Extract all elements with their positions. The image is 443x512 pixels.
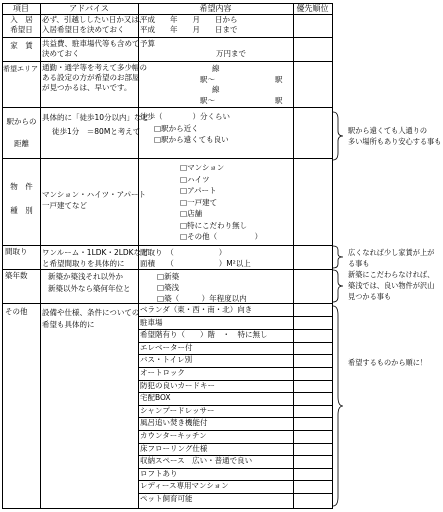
type-advice: マンション・ハイツ・アパート 一戸建てなど [42, 190, 147, 210]
option-underline [138, 367, 332, 368]
option-item: 風呂追い焚き機能付 [140, 418, 208, 428]
type-label: 物 件 種 別 [10, 182, 33, 215]
option-underline [138, 443, 332, 444]
layout-advice: ワンルーム・1LDK・2LDKなど と希望間取りを具体的に [42, 248, 149, 268]
distance-desired: 徒歩（ ）分くらい □駅から近く □駅から遠くても良い [140, 112, 230, 144]
option-underline [138, 405, 332, 406]
brace-age [332, 269, 346, 303]
row-sep-5 [2, 245, 332, 246]
header-priority: 優先順位 [293, 3, 332, 15]
option-item: 防犯の良いカードキー [140, 380, 215, 390]
option-underline [138, 430, 332, 431]
area-advice: 通勤・通学等を考えて多少幅の ある設定の方が希望のお部屋 が見つかるは、早いです。 [42, 63, 147, 92]
age-note: 新築にこだわらなければ、 築浅では、良い物件が沢山 見つかる事も [348, 270, 435, 301]
age-label: 築年数 [5, 271, 28, 280]
layout-note: 広くなれば少し家賃が上が る事も [348, 248, 435, 268]
option-underline [138, 480, 332, 481]
rent-advice: 共益費、駐車場代等も含めて 決めておく [42, 39, 140, 58]
option-item: ペット飼育可能 [140, 493, 193, 503]
table-bottom-border [2, 508, 332, 509]
other-advice: 設備や仕様、条件についての 希望も具体的に [42, 308, 140, 329]
preference-sheet [2, 3, 442, 509]
brace-layout [332, 245, 346, 269]
age-desired: □新築 □築浅 □築（ ）年程度以内 [157, 272, 247, 303]
option-underline [138, 392, 332, 393]
type-desired: □マンション □ハイツ □アパート □一戸建て □店舗 □特にこだわり無し □その他（ ） [180, 163, 263, 241]
header-advice: アドバイス [40, 3, 138, 15]
option-underline [138, 493, 332, 494]
brace-distance [332, 111, 346, 161]
option-underline [138, 329, 332, 330]
distance-advice: 具体的に「徒歩10分以内」など 徒歩1分 ＝80Mと考えて [42, 113, 150, 136]
move-in-desired: 平成 年 月 日から 平成 年 月 日まで [140, 15, 238, 34]
header-desired: 希望内容 [138, 3, 293, 15]
option-item: レディース専用マンション [140, 481, 229, 491]
area-desired: 線 駅〜 駅 線 駅〜 駅 [200, 64, 283, 105]
age-advice: 新築か築浅それ以外か 新築以外なら築何年位と [48, 272, 131, 293]
move-in-advice: 必ず、引越ししたい日か又は、 入居希望日を決めておく [42, 15, 147, 34]
col-border-item [40, 3, 41, 509]
option-item: オートロック [140, 367, 185, 377]
option-underline [138, 342, 332, 343]
option-item: シャンプードレッサー [140, 405, 215, 415]
header-item: 項目 [2, 3, 40, 15]
table-top-border [2, 3, 332, 4]
other-label: その他 [5, 307, 28, 316]
area-label: 希望エリア [3, 65, 38, 73]
row-sep-2 [2, 61, 332, 62]
option-item: 希望階有り（ ）階 ・ 特に無し [140, 330, 268, 340]
option-underline [138, 468, 332, 469]
option-item: 宅配BOX [140, 393, 171, 403]
layout-label: 間取り [5, 247, 28, 256]
other-note: 希望するものから順に！ [348, 358, 428, 367]
distance-note: 駅から遠くても人通りの 多い場所もあり安心する事も [348, 126, 442, 146]
row-sep-6 [2, 269, 332, 270]
move-in-label: 入 居 希望日 [10, 15, 33, 34]
option-item: ベランダ（東・西・南・北）向き [140, 305, 253, 314]
option-underline [138, 455, 332, 456]
option-underline [138, 316, 332, 317]
option-item: 収納スペース 広い・普通で良い [140, 456, 253, 466]
option-item: バス・トイレ別 [140, 355, 193, 365]
option-item: エレベーター付 [140, 342, 193, 352]
row-sep-3 [2, 107, 332, 108]
row-sep-1 [2, 37, 332, 38]
option-underline [138, 417, 332, 418]
distance-label: 駅からの 距離 [6, 117, 37, 148]
option-item: ロフトあり [140, 468, 178, 478]
option-item: 床フローリング仕様 [140, 443, 208, 453]
option-item: カウンターキッチン [140, 430, 207, 440]
option-item: 駐車場 [140, 317, 163, 327]
brace-other [332, 305, 346, 507]
rent-label: 家 賃 [10, 41, 33, 50]
option-underline [138, 354, 332, 355]
col-border-left [2, 3, 3, 509]
layout-desired: 間取り （ ） 面積 （ ）M²以上 [140, 248, 251, 268]
option-underline [138, 380, 332, 381]
rent-desired: 予算 万円まで [140, 39, 246, 58]
row-sep-4 [2, 158, 332, 159]
